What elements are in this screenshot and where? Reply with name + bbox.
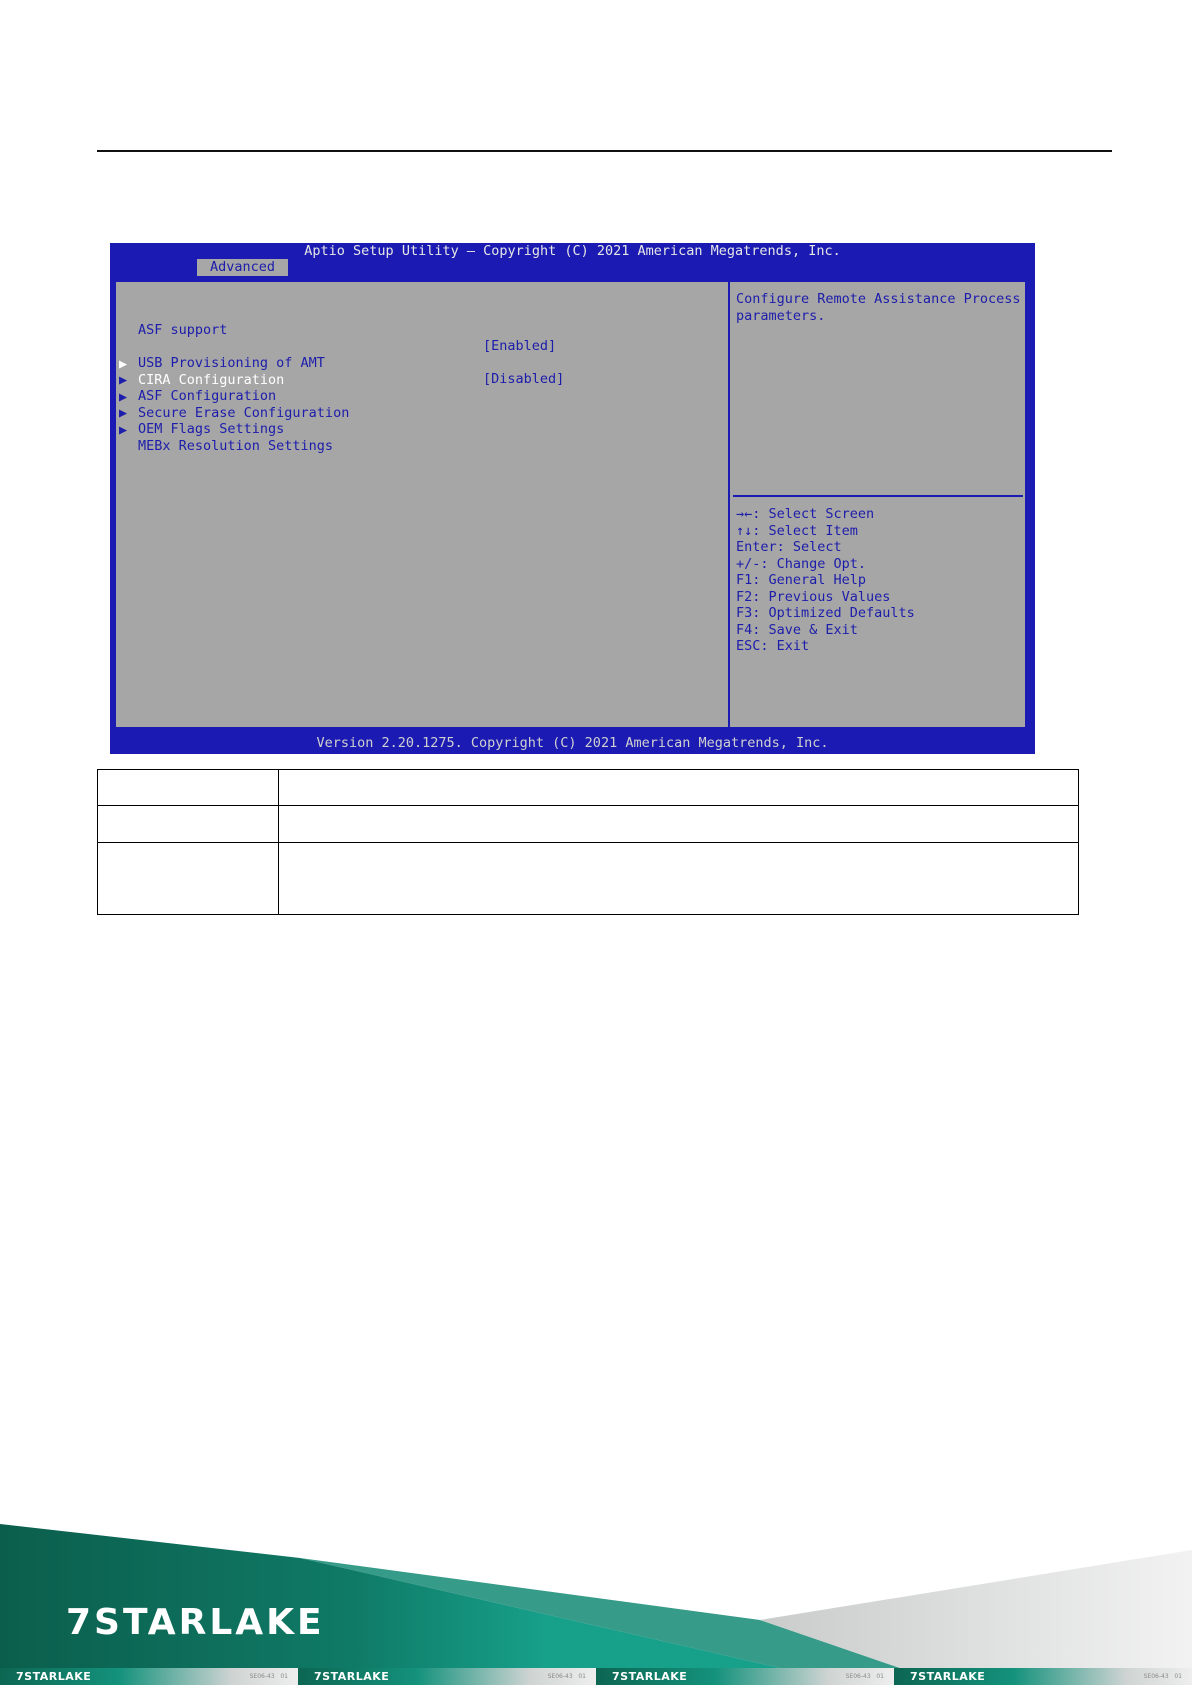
strip-logo: 7STARLAKE <box>612 1670 688 1683</box>
strip-logo: 7STARLAKE <box>314 1670 390 1683</box>
header-rule <box>97 150 1112 152</box>
setting-asf-support[interactable] <box>116 290 557 354</box>
key-help-esc: ESC: Exit <box>736 638 810 654</box>
table-cell <box>279 843 1079 915</box>
setting-value[interactable]: [Enabled] <box>483 338 557 354</box>
footer-band-graphic <box>0 1510 1192 1670</box>
strip-logo: 7STARLAKE <box>910 1670 986 1683</box>
footer-strip-segment <box>894 1668 1192 1685</box>
footer-strip-segment <box>298 1668 596 1685</box>
options-table <box>97 769 1079 915</box>
setting-value[interactable]: [Disabled] <box>483 371 565 387</box>
strip-code: SE06-43 01 <box>249 1673 288 1680</box>
submenu-label: Secure Erase Configuration <box>138 404 350 421</box>
bios-footer: Version 2.20.1275. Copyright (C) 2021 American Megatrends, Inc. <box>316 735 829 751</box>
key-help-f4: F4: Save & Exit <box>736 621 858 638</box>
footer-strip-segment <box>596 1668 894 1685</box>
table-cell <box>98 770 279 806</box>
table-row <box>98 806 1079 843</box>
key-help-select-screen: →←: Select Screen <box>736 506 875 522</box>
key-help-f3: F3: Optimized Defaults <box>736 605 915 621</box>
footer-strip <box>0 1668 1192 1685</box>
submenu-arrow-icon: ▶ <box>119 388 128 405</box>
submenu-label: OEM Flags Settings <box>138 421 285 437</box>
help-description: Configure Remote Assistance Process parameters. <box>736 291 1029 324</box>
key-help-f2: F2: Previous Values <box>736 588 891 605</box>
table-cell <box>98 806 279 843</box>
bios-title: Aptio Setup Utility – Copyright (C) 2021 American Megatrends, Inc. <box>304 243 841 259</box>
bios-main-panel <box>114 280 1027 729</box>
setting-label: ASF support <box>138 322 228 338</box>
submenu-label: MEBx Resolution Settings <box>138 437 334 454</box>
help-divider <box>733 495 1023 497</box>
strip-logo: 7STARLAKE <box>16 1670 92 1683</box>
panel-divider <box>728 282 730 727</box>
key-help-f1: F1: General Help <box>736 572 867 588</box>
submenu-label: CIRA Configuration <box>138 371 285 388</box>
strip-code: SE06-43 01 <box>547 1673 586 1680</box>
table-cell <box>279 806 1079 843</box>
table-row <box>98 770 1079 806</box>
brand-logo: 7STARLAKE <box>66 1602 325 1643</box>
key-help-enter: Enter: Select <box>736 539 842 555</box>
tab-advanced[interactable]: Advanced <box>197 259 288 276</box>
strip-code: SE06-43 01 <box>1143 1673 1182 1680</box>
submenu-arrow-icon: ▶ <box>119 421 128 438</box>
strip-code: SE06-43 01 <box>845 1673 884 1680</box>
table-cell <box>279 770 1079 806</box>
table-cell <box>98 843 279 915</box>
submenu-arrow-icon: ▶ <box>119 372 128 388</box>
key-help-list <box>736 506 915 655</box>
bios-setup-screen <box>110 243 1035 754</box>
submenu-arrow-icon: ▶ <box>119 355 128 372</box>
submenu-arrow-icon: ▶ <box>119 405 128 421</box>
key-help-change-opt: +/-: Change Opt. <box>736 555 867 572</box>
footer-strip-segment <box>0 1668 298 1685</box>
submenu-label: ASF Configuration <box>138 388 277 404</box>
setting-label: USB Provisioning of AMT <box>138 355 325 371</box>
table-row <box>98 843 1079 915</box>
key-help-select-item: ↑↓: Select Item <box>736 522 858 539</box>
